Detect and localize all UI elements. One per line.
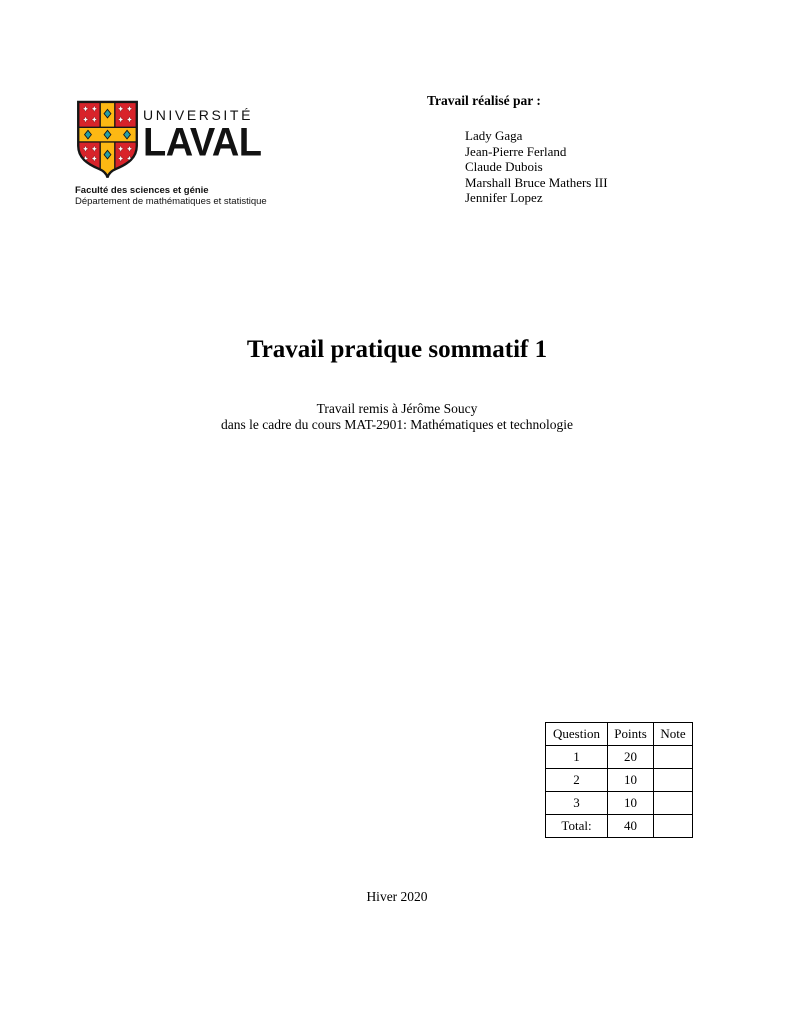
cell-note (654, 746, 693, 769)
authors-list (465, 128, 608, 206)
logo-wordmark (143, 107, 262, 165)
logo-laval-text: LAVAL (143, 120, 262, 165)
cell-points: 10 (608, 792, 654, 815)
cell-note (654, 769, 693, 792)
cell-question: 1 (546, 746, 608, 769)
cell-points: 10 (608, 769, 654, 792)
grading-table-header-row (546, 723, 693, 746)
author-name: Marshall Bruce Mathers III (465, 174, 608, 190)
header-note: Note (654, 723, 693, 746)
header-question: Question (546, 723, 608, 746)
logo-subtext (75, 185, 335, 207)
laval-shield-icon (75, 99, 140, 181)
header-points: Points (608, 723, 654, 746)
logo-universite-text: UNIVERSITÉ (143, 107, 254, 123)
table-total-row (546, 815, 693, 838)
grading-table (545, 722, 693, 838)
table-row (546, 769, 693, 792)
faculty-name: Faculté des sciences et génie (75, 185, 209, 196)
subtitle-recipient: Travail remis à Jérôme Soucy (316, 401, 478, 416)
cell-points: 20 (608, 746, 654, 769)
cell-total-points: 40 (608, 815, 654, 838)
author-name: Claude Dubois (465, 159, 543, 175)
cell-note (654, 792, 693, 815)
author-name: Jean-Pierre Ferland (465, 143, 567, 159)
table-row (546, 792, 693, 815)
authors-heading: Travail réalisé par : (427, 93, 541, 108)
author-name: Jennifer Lopez (465, 190, 543, 206)
department-name: Département de mathématiques et statistique (75, 196, 267, 207)
author-name: Lady Gaga (465, 128, 523, 143)
subtitle-course: dans le cadre du cours MAT-2901: Mathématiques et technologie (221, 417, 573, 432)
table-row (546, 746, 693, 769)
term-label: Hiver 2020 (366, 889, 428, 904)
cell-question: 2 (546, 769, 608, 792)
cell-question: 3 (546, 792, 608, 815)
document-title: Travail pratique sommatif 1 (246, 336, 548, 363)
cell-total-note (654, 815, 693, 838)
cell-total-label: Total: (546, 815, 608, 838)
